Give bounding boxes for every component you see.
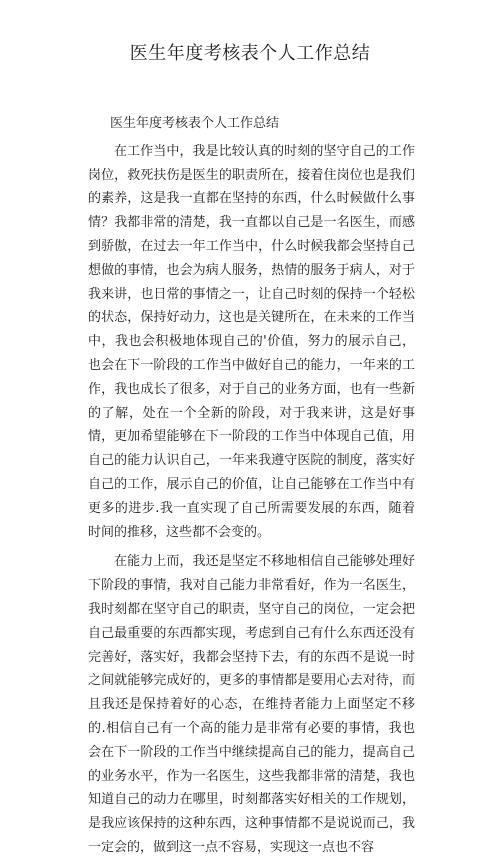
document-body (88, 112, 415, 866)
body-paragraph: 在能力上而，我还是坚定不移地相信自己能够处理好下阶段的事情，我对自己能力非常看好，作为一名医生，我时刻都在坚守自己的职责，坚守自己的岗位，一定会把自己最重要的东西都实现，考虑到自己有什么东西还没有完善好，落实好，我都会坚持下去，有的东西不是说一时之间就能够完成好的，更多的事情都是要用心去对待，而且我还是保持着好的心态，在维持者能力上面坚定不移的.相信自己有一个高的能力是非常有必要的事情，我也会在下一阶段的工作当中继续提高自己的能力，提高自己的业务水平，作为一名医生，这些我都非常的清楚，我也知道自己的动力在哪里，时刻都落实好相关的工作规划，是我应该保持的这种东西，这种事情都不是说说而己，我一定会的，做到这一点不容易，实现这一点也不容 (88, 554, 415, 855)
body-paragraph: 在工作当中，我是比较认真的时刻的坚守自己的工作岗位，救死扶伤是医生的职责所在，接着住岗位也是我们的素养，这是我一直都在坚持的东西，什么时候做什么事情？我都非常的清楚，我一直都以自己是一名医生，而感到骄傲，在过去一年工作当中，什么时候我都会坚持自己想做的事情，也会为病人服务，热情的服务于病人，对于我来讲，也日常的事情之一，让自己时刻的保持一个轻松的状态，保持好动力，这也是关键所在，在未来的工作当中，我也会积极地体现自己的'价值，努力的展示自己，也会在下一阶段的工作当中做好自己的能力，一年来的工作，我也成长了很多，对于自己的业务方面，也有一些新的了解，处在一个全新的阶段，对于我来讲，这是好事情，更加希望能够在下一阶段的工作当中体现自己值，用自己的能力认识自己，一年来我遵守医院的制度，落实好自己的工作，展示自己的价值，让自己能够在工作当中有更多的进步.我一直实现了自己所需要发展的东西，随着时间的推移，这些都不会变的。 (88, 143, 415, 540)
document-subtitle: 医生年度考核表个人工作总结 (110, 116, 280, 131)
document-title: 医生年度考核表个人工作总结 (129, 43, 371, 64)
